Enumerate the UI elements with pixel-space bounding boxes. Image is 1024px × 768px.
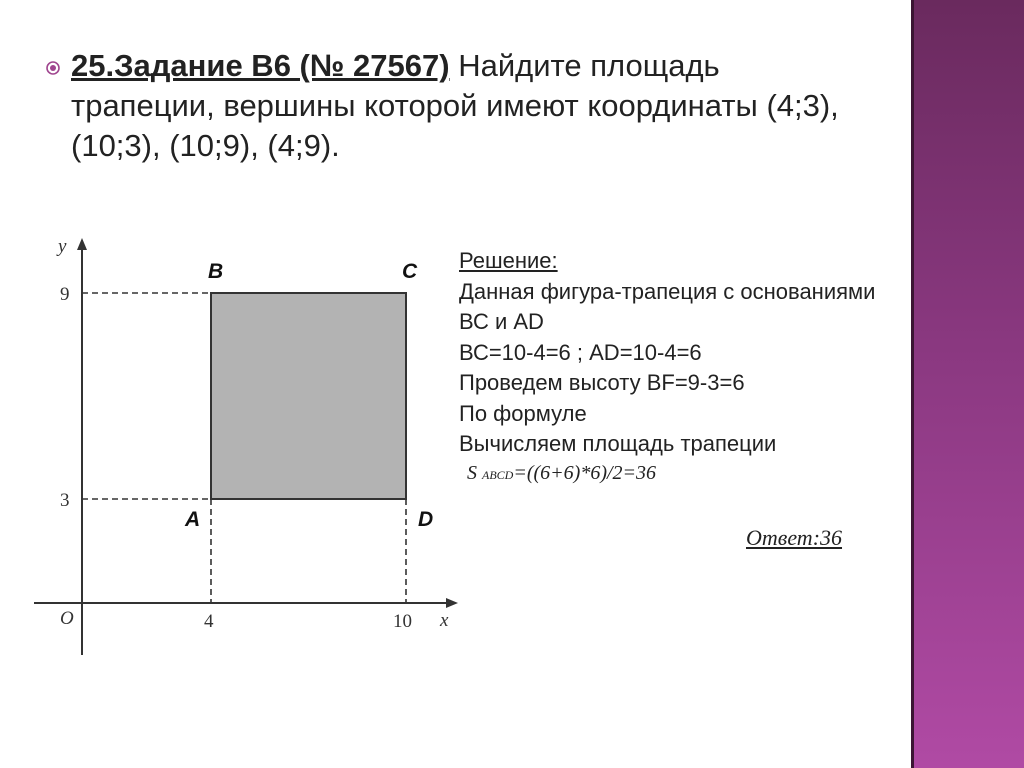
area-formula — [467, 462, 656, 485]
trapezoid-figure — [211, 293, 406, 499]
solution-line: Проведем высоту BF=9-3=6 — [459, 370, 745, 395]
origin-label: O — [60, 608, 74, 629]
task-statement: Найдите площадь трапеции, вершины которой имеют координаты (4;3), (10;3), (10;9), (4;9). — [71, 48, 839, 163]
x-tick-10: 10 — [393, 611, 412, 632]
answer-text: Ответ:36 — [746, 525, 843, 550]
formula-expression: =((6+6)*6)/2=36 — [513, 462, 657, 484]
vertex-label-b: B — [208, 260, 224, 283]
x-axis-arrow-icon — [446, 598, 458, 608]
task-number: 25.Задание В6 (№ 27567) — [71, 48, 450, 83]
vertex-label-d: D — [418, 508, 434, 531]
y-axis-arrow-icon — [77, 238, 87, 250]
formula-subscript: ABCD — [482, 468, 514, 482]
solution-block — [459, 246, 899, 460]
x-tick-4: 4 — [204, 611, 214, 632]
coordinate-diagram — [0, 0, 480, 680]
vertex-label-c: C — [402, 260, 418, 283]
solution-line: Данная фигура-трапеция с основаниями ВС и AD — [459, 278, 876, 334]
y-tick-9: 9 — [60, 284, 70, 305]
y-axis-label: y — [58, 236, 67, 257]
vertex-label-a: A — [185, 508, 201, 531]
solution-line: Вычисляем площадь трапеции — [459, 431, 777, 456]
solution-line: По формуле — [459, 400, 587, 426]
solution-heading: Решение: — [459, 248, 558, 273]
formula-symbol: S — [467, 462, 482, 484]
y-tick-3: 3 — [60, 490, 70, 511]
solution-line: ВС=10-4=6 ; АD=10-4=6 — [459, 339, 702, 365]
x-axis-label: x — [440, 610, 449, 631]
decorative-side-band — [914, 0, 1024, 768]
